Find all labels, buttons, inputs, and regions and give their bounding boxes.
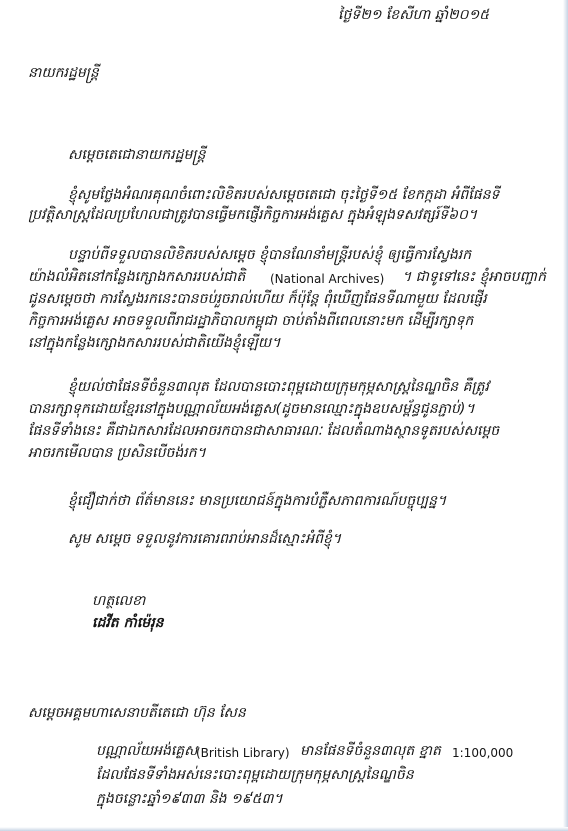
signature-closing: ហត្ថលេខា bbox=[92, 593, 146, 609]
paragraph-line: បន្ទាប់ពីទទួលបានលិខិតរបស់សម្តេច ខ្ញុំបានណែនាំមន្ត្រីរបស់ខ្ញុំ ឲ្យធ្វើការស្វែងរក bbox=[68, 247, 472, 263]
paragraph-line: ផែនទីទាំងនេះ គឺជាឯកសារដែលអាចរកបានជាសាធារណៈ ដែលតំណាងស្ថានទូតរបស់សម្តេច bbox=[28, 423, 500, 439]
annex-line: ដែលផែនទីទាំងអស់នេះបោះពុម្ពដោយក្រុមកុម្ភសាស្ត្រនៃណ្ឌចិន bbox=[96, 767, 414, 783]
paragraph-line: អាចរកមើលបាន ប្រសិនបើចង់រក។ bbox=[28, 445, 206, 461]
annex-line: មានផែនទីចំនួន៣លុត ខ្នាត bbox=[300, 743, 441, 759]
paragraph-line: ជូនសម្តេចថា ការស្វែងរកនេះបានចប់រួចរាល់ហើយ ក៏ប៉ុន្តែ ពុំឃើញផែនទីណាមួយ ដែលផ្ញើរ bbox=[28, 291, 487, 307]
page-edge-bottom bbox=[0, 827, 568, 831]
annex-line: បណ្ណាល័យអង់គ្លេស bbox=[96, 743, 198, 759]
annex-line: ក្នុងចន្លោះឆ្នាំ១៩៣៣ និង ១៩៥៣។ bbox=[96, 791, 283, 807]
paragraph-line: ប្រវត្តិសាស្ត្រដែលប្រហែលជាត្រូវបានធ្វើមកផ្ញើរកិច្ចការអង់គ្លេស ក្នុងអំឡុងទសវត្សរ៍ទី៦០។ bbox=[28, 207, 478, 223]
national-archives-label: (National Archives) bbox=[270, 272, 385, 286]
paragraph-line: ខ្ញុំយល់ថាផែនទីចំនួន៣លុត ដែលបានបោះពុម្ពដោយក្រុមកុម្ភសាស្ត្រនៃណ្ឌចិន គឺត្រូវ bbox=[68, 379, 489, 395]
british-library-label: (British Library) bbox=[196, 746, 290, 760]
paragraph-line: ខ្ញុំសូមថ្លែងអំណរគុណចំពោះលិខិតរបស់សម្តេចតេជោ ចុះថ្ងៃទី១៥ ខែកក្កដា អំពីផែនទី bbox=[68, 187, 500, 203]
paragraph-line: យ៉ាងលំអិតនៅកន្លែងក្សោងកសាររបស់ជាតិ bbox=[28, 269, 246, 285]
salutation: សម្តេចតេជោនាយករដ្ឋមន្ត្រី bbox=[68, 147, 206, 163]
signature-name: ដេវីត កាំម៉េរុន bbox=[92, 615, 164, 631]
paragraph-line: ខ្ញុំជឿជាក់ថា ព័ត៌មាននេះ មានប្រយោជន៍ក្នុងការបំភ្លឺសភាពការណ៍បច្ចុប្បន្ន។ bbox=[68, 493, 447, 509]
paragraph-line: ។ ជាទូទៅនេះ ខ្ញុំអាចបញ្ជាក់ bbox=[402, 269, 546, 285]
date-line: ថ្ងៃទី២១ ខែសីហា ឆ្នាំ២០១៥ bbox=[338, 7, 490, 23]
page-edge-right bbox=[563, 0, 568, 831]
addressee: នាយករដ្ឋមន្ត្រី bbox=[28, 65, 99, 81]
scale-label: 1:100,000 bbox=[452, 746, 514, 760]
paragraph-line: បានរក្សាទុកដោយខ្មែរនៅក្នុងបណ្ណាល័យអង់គ្លេស(ដូចមានឈ្មោះក្នុងឧបសម្ព័ន្ធជូនភ្ជាប់)។ bbox=[28, 401, 475, 417]
paragraph-line: នៅក្នុងកន្លែងក្សោងកសាររបស់ជាតិយើងខ្ញុំឡើយ។ bbox=[28, 335, 281, 351]
paragraph-line: សូម សម្តេច ទទួលនូវការគោរពរាប់អានដ៏ស្មោះអំពីខ្ញុំ។ bbox=[68, 531, 342, 547]
recipient-line: សម្តេចអគ្គមហាសេនាបតីតេជោ ហ៊ុន សែន bbox=[28, 705, 246, 721]
paragraph-line: កិច្ចការអង់គ្លេស អាចទទួលពីរាជរដ្ឋាភិបាលកម្ពុជា ចាប់តាំងពីពេលនោះមក ដើម្បីរក្សាទុក bbox=[28, 313, 474, 329]
